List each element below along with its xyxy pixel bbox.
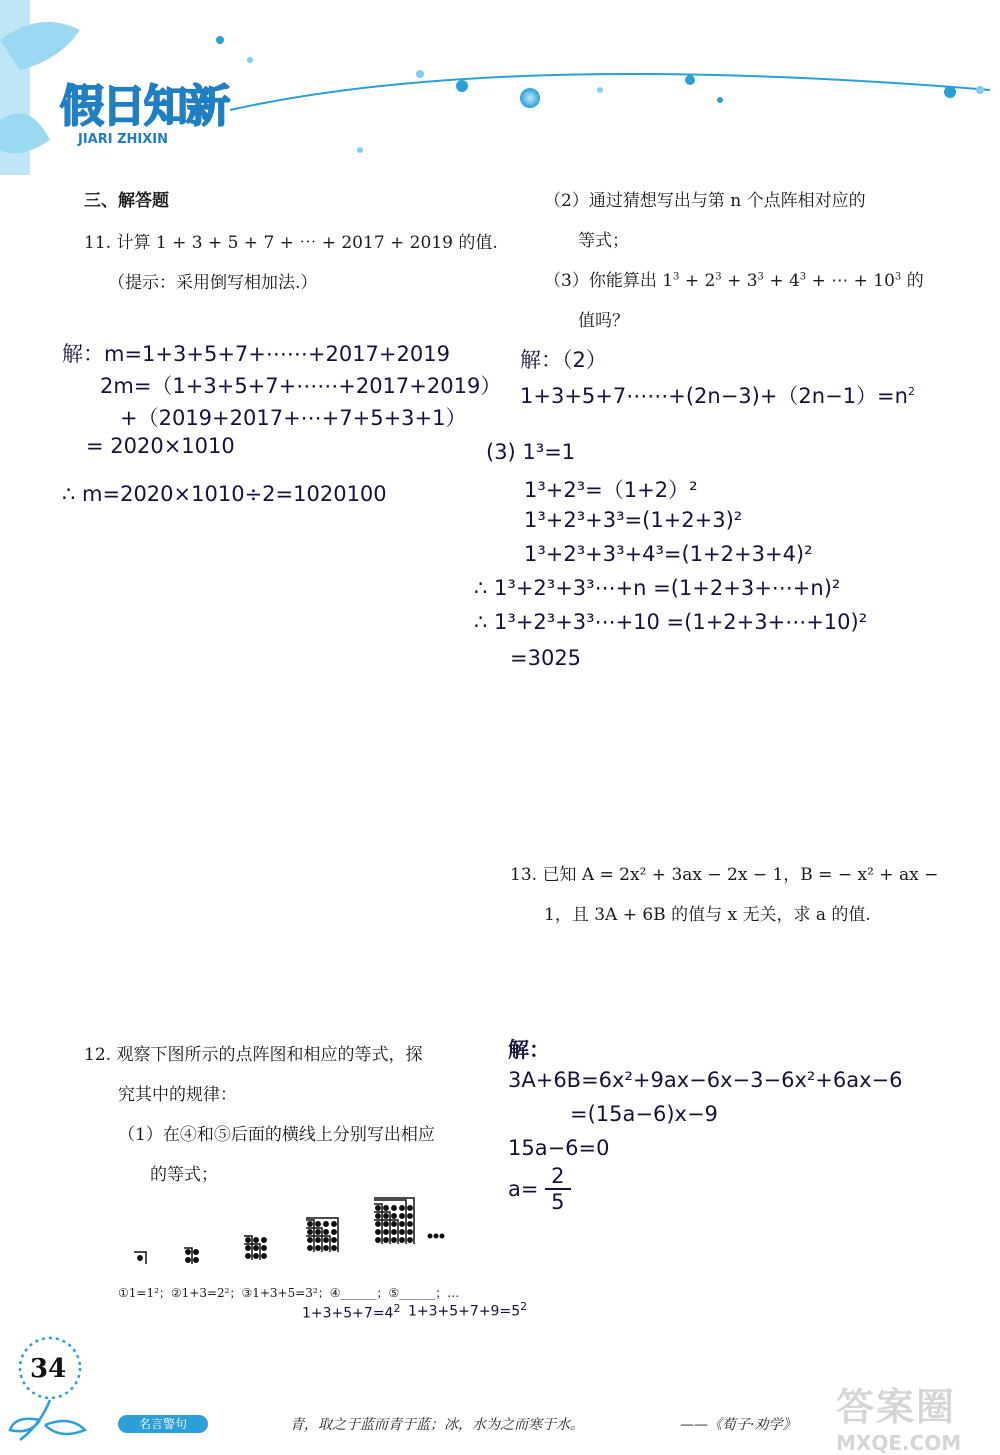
q13-answer-4: 15a−6=0 (508, 1136, 610, 1160)
q11-answer-5: ∴ m=2020×1010÷2=1020100 (62, 482, 387, 506)
blank-4-answer-text: 1+3+5+7=4 (302, 1305, 394, 1322)
watermark-url: MXQE.COM (836, 1431, 962, 1455)
q13-answer-5 (508, 1164, 571, 1214)
watermark (836, 1376, 996, 1455)
q13-a-fraction (545, 1164, 570, 1214)
q11-hint: （提示：采用倒写相加法.） (108, 273, 318, 293)
q12-part2: （2）通过猜想写出与第 n 个点阵相对应的 (544, 191, 866, 211)
q12-part1: （1）在④和⑤后面的横线上分别写出相应 (118, 1125, 435, 1145)
q13-answer-2: 3A+6B=6x²+9ax−6x−3−6x²+6ax−6 (508, 1068, 903, 1092)
q12-answer-3-1: (3) 1³=1 (486, 440, 576, 464)
logo-badge (60, 70, 250, 155)
q12-answer-3-3: 1³+2³+3³=(1+2+3)² (524, 508, 743, 532)
q12-part3-post: 的 (906, 271, 924, 291)
q12-answer-label: 解：（2） (520, 348, 607, 372)
section-title: 三、解答题 (84, 191, 169, 211)
blank-5-exponent: 2 (520, 1300, 528, 1313)
q12-answer-3-2: 1³+2³=（1+2）² (524, 478, 698, 502)
blank-4-answer (302, 1302, 400, 1322)
q12-part3: （3）你能算出 $1^3 + 2^3 + 3^3 + 4^3$ + ⋯ + $10^3$ 的 (544, 271, 924, 291)
q11-text: 11. 计算 1 + 3 + 5 + 7 + ⋯ + 2017 + 2019 的值. (84, 233, 498, 253)
footer-flower-decoration (0, 1330, 110, 1448)
q13-answer-1: 解： (508, 1038, 550, 1062)
q11-answer-4: = 2020×1010 (86, 434, 235, 458)
footer-quote-source: ——《荀子·劝学》 (680, 1417, 797, 1433)
quote-badge: 名言警句 (118, 1415, 208, 1433)
q13-a-numerator: 2 (545, 1164, 570, 1190)
q12-answer-3-6: ∴ 1³+2³+3³⋯+10 =(1+2+3+⋯+10)² (474, 610, 868, 634)
q11-answer-2: 2m=（1+3+5+7+⋯⋯+2017+2019） (100, 374, 502, 398)
q13-a-label: a= (508, 1177, 539, 1201)
q11-answer-1: 解：m=1+3+5+7+⋯⋯+2017+2019 (62, 342, 450, 366)
q12-part2-cont: 等式； (578, 231, 629, 251)
blank-4-exponent: 2 (393, 1302, 401, 1315)
q12-part3-pre: （3）你能算出 1 (544, 271, 674, 291)
q12-part1-cont: 的等式； (150, 1165, 218, 1185)
q12-answer-3-5: ∴ 1³+2³+3³⋯+n =(1+2+3+⋯+n)² (474, 576, 841, 600)
q12-answer-2: $1+3+5+7\cdots\cdots+(2n-3)+(2n-1)=n^2$ (520, 384, 915, 408)
dot-array-caption: ①1=1²；②1+3=2²；③1+3+5=3²；④______；⑤______；… (118, 1286, 460, 1300)
q13-a-denominator: 5 (551, 1190, 565, 1214)
q12-answer-2-text: 1+3+5+7⋯⋯+(2n−3)+（2n−1）=n (520, 384, 908, 408)
q12-answer-3-4: 1³+2³+3³+4³=(1+2+3+4)² (524, 542, 813, 566)
q12-part3-cont: 值吗？ (578, 311, 629, 331)
logo-subtitle: JIARI ZHIXIN (78, 132, 168, 147)
q13-answer-3: =(15a−6)x−9 (570, 1102, 718, 1126)
q12-answer-3-7: =3025 (510, 646, 582, 670)
footer-quote: 青，取之于蓝而青于蓝；冰，水为之而寒于水。 (290, 1417, 584, 1433)
watermark-title: 答案圈 (836, 1385, 957, 1429)
dot-array-figures (130, 1196, 480, 1276)
blank-5-answer (408, 1300, 527, 1320)
q13-text-cont: 1，且 3A + 6B 的值与 x 无关，求 a 的值. (544, 905, 871, 925)
q11-answer-3: +（2019+2017+⋯+7+5+3+1） (120, 406, 467, 430)
blank-5-answer-text: 1+3+5+7+9=5 (408, 1303, 521, 1320)
page-number: 34 (30, 1354, 67, 1384)
q12-text: 12. 观察下图所示的点阵图和相应的等式，探 (84, 1045, 423, 1065)
q13-text: 13. 已知 A = 2x² + 3ax − 2x − 1，B = − x² + ax − (510, 865, 939, 885)
logo-title: 假日知新 (60, 81, 228, 132)
q12-text-cont: 究其中的规律： (118, 1085, 237, 1105)
